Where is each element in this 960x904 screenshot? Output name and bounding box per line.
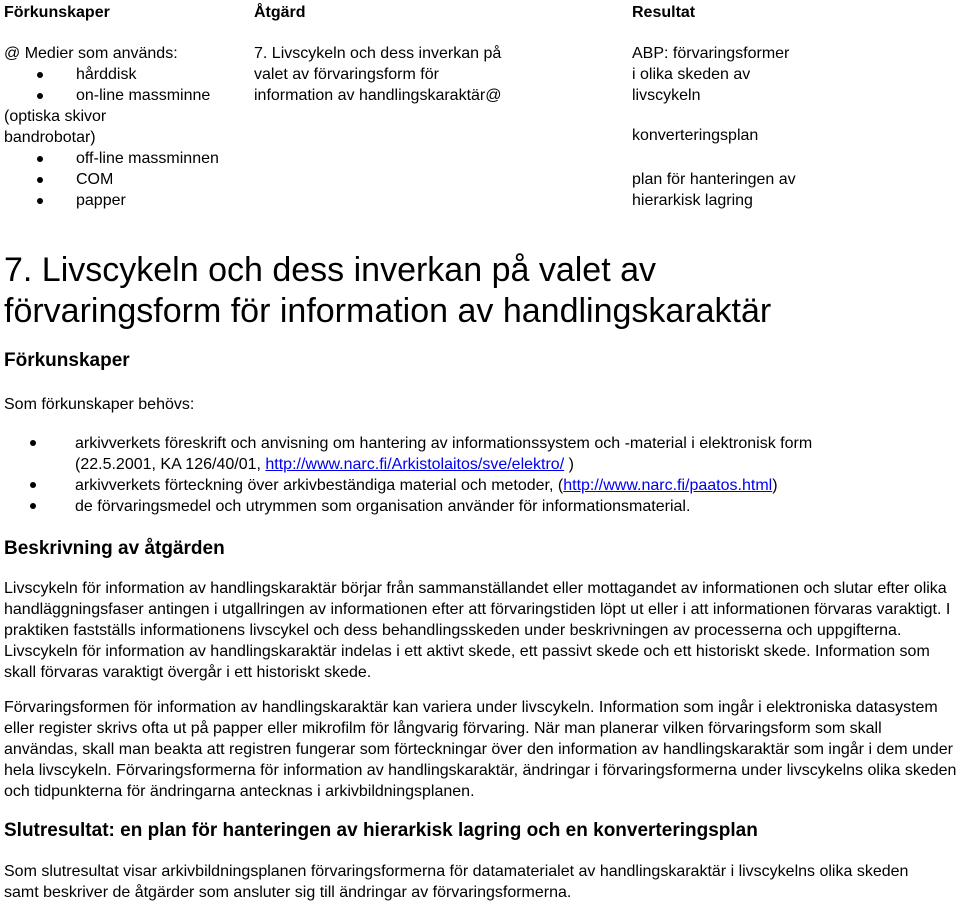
bullet-icon [37,93,43,99]
result-cell-group2 [632,125,758,146]
bullet-icon [30,440,36,446]
list-item [4,496,894,517]
media-item-label: on-line massminne [76,87,211,104]
table-header-prerequisites: Förkunskaper [4,4,110,21]
description-heading: Beskrivning av åtgärden [4,538,225,559]
media-item [4,148,219,169]
media-item-label: off-line massminnen [76,150,219,167]
bullet-icon [30,503,36,509]
action-line: valet av förvaringsform för [254,66,439,83]
result-cell-group1 [632,43,789,106]
list-item-text-part: ) [564,456,574,473]
media-item [4,169,219,190]
list-item [4,475,894,496]
prerequisites-intro: Som förkunskaper behövs: [4,396,195,413]
section-title [4,250,771,332]
media-list [4,43,219,211]
result-cell-group3 [632,169,796,211]
action-line: information av handlingskaraktär@ [254,87,502,104]
table-header-result: Resultat [632,4,696,21]
result-line: livscykeln [632,87,701,104]
bullet-icon [37,198,43,204]
prerequisites-heading: Förkunskaper [4,350,130,371]
action-cell [254,43,501,106]
media-item-label: COM [76,171,114,188]
result-line: ABP: förvaringsformer [632,45,790,62]
list-item-text [75,496,894,517]
section-title-line: förvaringsform för information av handlingskaraktär [4,292,772,330]
media-item-label: papper [76,192,126,209]
result-heading: Slutresultat: en plan för hanteringen av hierarkisk lagring och en konverteringsplan [4,820,758,841]
section-title-line: 7. Livscykeln och dess inverkan på valet av [4,251,657,289]
media-item [4,64,219,85]
list-item-text-part: ) [772,477,778,494]
list-item-text [75,475,894,496]
elektro-link[interactable]: http://www.narc.fi/Arkistolaitos/sve/elektro/ [265,456,565,473]
media-item-note: bandrobotar) [4,129,96,146]
list-item-text-part: arkivverkets förteckning över arkivbeständiga material och metoder, ( [75,477,564,494]
result-line: i olika skeden av [632,66,751,83]
media-list-intro: @ Medier som används: [4,45,178,62]
bullet-icon [37,72,43,78]
paatos-link[interactable]: http://www.narc.fi/paatos.html [563,477,773,494]
list-item [4,433,894,475]
description-paragraph-1: Livscykeln för information av handlingskaraktär börjar från sammanställandet eller mottagandet av informationen och slutar efter olika handläggningsfaser antingen i utgallringen av informationen efter att förvaringstiden löpt ut eller i att informationen förvaras varaktigt. I praktiken fastställs informationens livscykel och dess behandlingsskeden under beskrivningen av processerna och uppgifterna. Livscykeln för information av handlingskaraktär indelas i ett aktivt skede, ett passivt skede och ett historiskt skede. Information som skall förvaras varaktigt övergår i ett historiskt skede. [4,580,951,681]
list-item-text-part: de förvaringsmedel och utrymmen som organisation använder för informationsmaterial. [75,498,691,515]
description-paragraph-2: Förvaringsformen för information av handlingskaraktär kan variera under livscykeln. Information som ingår i elektroniska datasystem eller register skrivs ofta ut på papper eller mikrofilm för långvarig förvaring. När man planerar vilken förvaringsform som skall användas, skall man beakta att registren fungerar som förteckningar över den information av handlingskaraktär som ingår i dem under hela livscykeln. Förvaringsformerna för information av handlingskaraktär, ändringar i förvaringsformerna under livscykelns olika skeden och tidpunkterna för ändringarna antecknas i arkivbildningsplanen. [4,699,957,800]
result-line: konverteringsplan [632,127,759,144]
media-item [4,85,219,106]
result-line: hierarkisk lagring [632,192,753,209]
media-item-label: hårddisk [76,66,137,83]
table-header-action: Åtgärd [254,4,306,21]
list-item-text [75,433,875,475]
media-item-note: (optiska skivor [4,108,107,125]
bullet-icon [37,177,43,183]
list-item-text-part: arkivverkets föreskrift och anvisning om hantering av informationssystem och -material i elektronisk form (22.5.2001, KA 126/40/01, [75,435,813,473]
result-paragraph: Som slutresultat visar arkivbildningsplanen förvaringsformerna för datamaterialet av handlingskaraktär i livscykelns olika skeden samt beskriver de åtgärder som ansluter sig till ändringar av förvaringsformerna. [4,863,909,901]
prerequisites-list [4,433,894,517]
result-line: plan för hanteringen av [632,171,796,188]
action-line: 7. Livscykeln och dess inverkan på [254,45,502,62]
bullet-icon [37,156,43,162]
bullet-icon [30,482,36,488]
media-item [4,190,219,211]
